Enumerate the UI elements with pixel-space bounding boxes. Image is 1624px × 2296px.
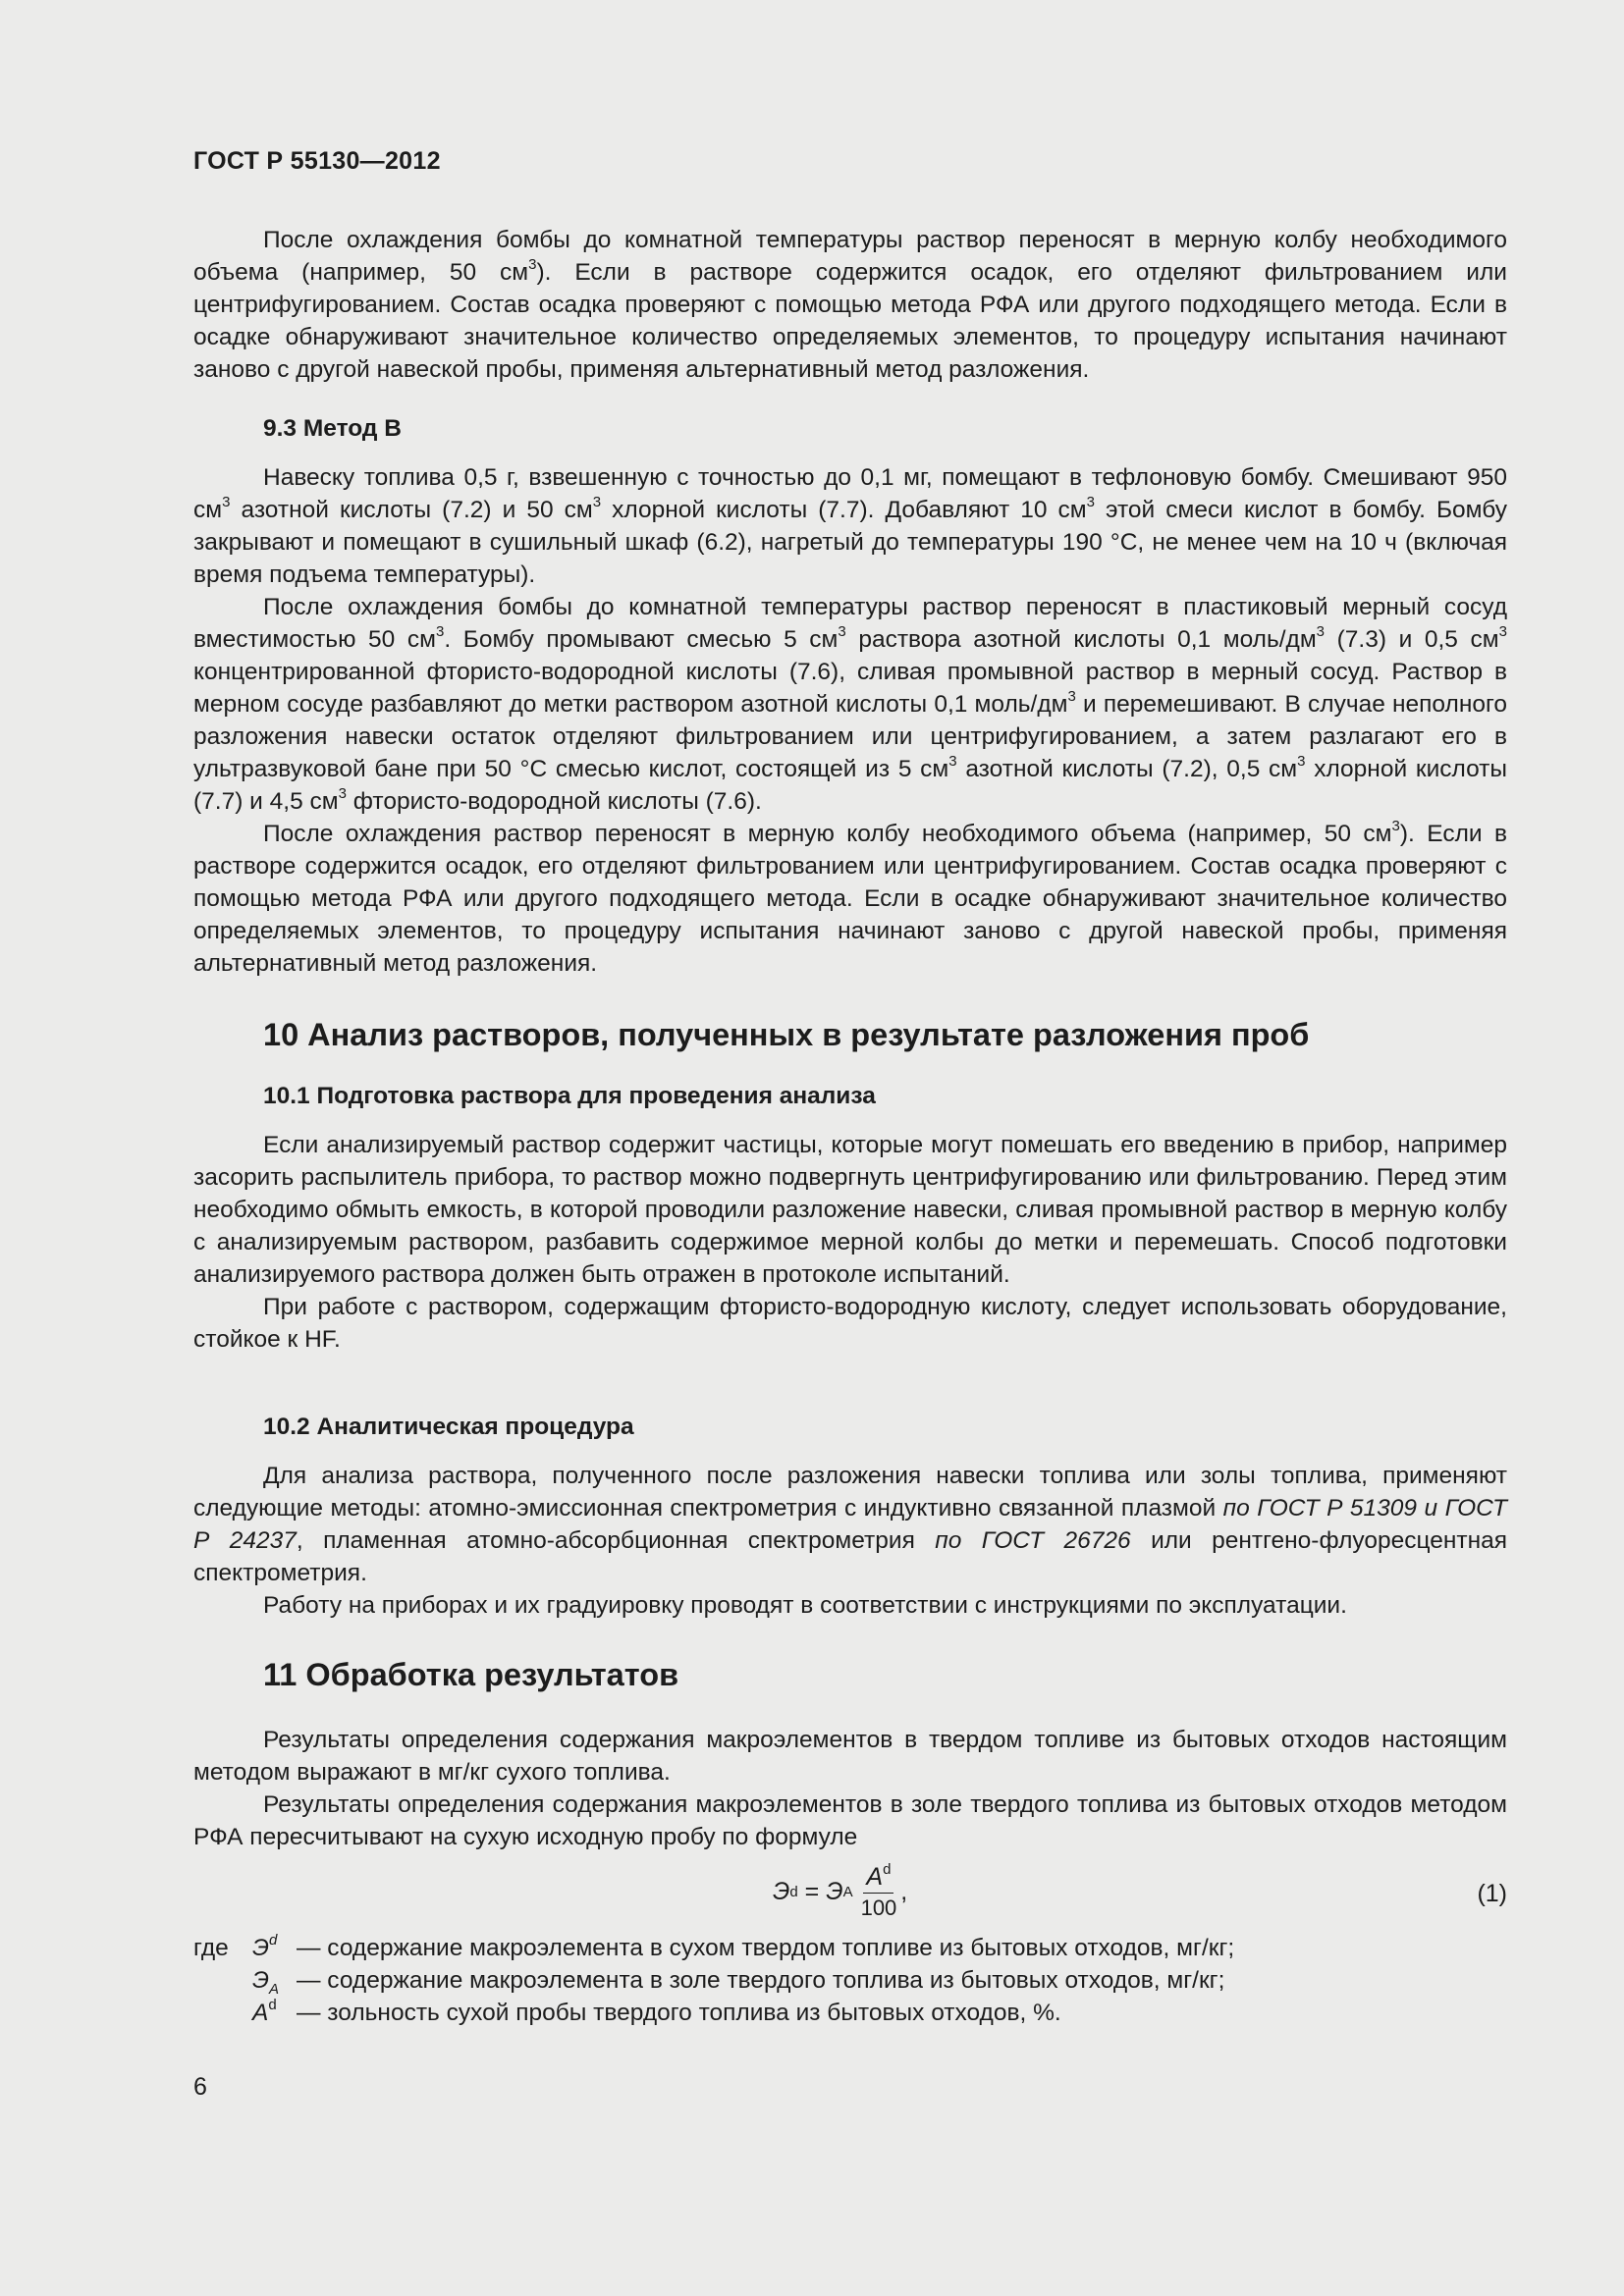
paragraph: После охлаждения бомбы до комнатной температуры раствор переносят в пластиковый мерный сосуд вместимостью 50 $см^3$. Бомбу промывают смесью 5 $см^3$ раствора азотной кислоты 0,1 моль/$дм^3$ (7.3) и 0,5 $см^3$ концентрированной фтористо-водородной кислоты (7.6), сливая промывной раствор в мерный сосуд. Раствор в мерном сосуде разбавляют до метки раствором азотной кислоты 0,1 моль/$дм^3$ и перемешивают. В случае неполного разложения навески остаток отделяют фильтрованием или центрифугированием, а затем разлагают его в ультразвуковой бане при 50 °С смесью кислот, состоящей из 5 $см^3$ азотной кислоты (7.2), 0,5 $см^3$ хлорной кислоты (7.7) и 4,5 $см^3$ фтористо-водородной кислоты (7.6). xyxy=(193,594,1507,815)
paragraph: Результаты определения содержания макроэлементов в золе твердого топлива из бытовых отходов методом РФА пересчитывают на сухую исходную пробу по формуле xyxy=(193,1791,1507,1850)
section-10-1 xyxy=(193,1080,1507,1112)
formula-fraction: $\frac{A^d}{100}$ xyxy=(860,1861,897,1920)
paragraph: После охлаждения раствор переносят в мерную колбу необходимого объема (например, 50 $см^3$). Если в растворе содержится осадок, его отделяют фильтрованием или центрифугированием. Состав осадка проверяют с помощью метода РФА или другого подходящего метода. Если в осадке обнаруживают значительное количество определяемых элементов, то процедуру испытания начинают заново с другой навеской пробы, применяя альтернативный метод разложения. xyxy=(193,818,1507,977)
section-10-2 xyxy=(193,1411,1507,1443)
content-10-2 xyxy=(193,1460,1507,1622)
section-11 xyxy=(193,1659,1507,1691)
formula-rhs: Э xyxy=(826,1878,843,1905)
section-heading: 10.2 Аналитическая процедура xyxy=(263,1414,634,1440)
formula-lhs: Э xyxy=(773,1878,790,1905)
formula-eq: = xyxy=(797,1878,827,1905)
content-10-1 xyxy=(193,1129,1507,1356)
where-row: где $Э^d$ — содержание макроэлемента в сухом твердом топливе из бытовых отходов, мг/кг; xyxy=(193,1932,1235,1961)
document-header: ГОСТ Р 55130—2012 xyxy=(193,147,441,175)
paragraph: Если анализируемый раствор содержит частицы, которые могут помешать его введению в прибор, например засорить распылитель прибора, то раствор можно подвергнуть центрифугированию или фильтрованию. Перед этим необходимо обмыть емкость, в которой проводили разложение навески, сливая промывной раствор в мерную колбу с анализируемым раствором, разбавить содержимое мерной колбы до метки и перемешать. Способ подготовки анализируемого раствора должен быть отражен в протоколе испытаний. xyxy=(193,1132,1507,1288)
formula-row xyxy=(193,1853,1507,1932)
formula: Э d = Э A $\frac{A^d}{100}$ , xyxy=(773,1861,908,1920)
where-block xyxy=(193,1932,1507,2029)
equation-number: (1) xyxy=(1477,1880,1507,1907)
content-11 xyxy=(193,1724,1507,2029)
where-row: $Э_A$ — содержание макроэлемента в золе твердого топлива из бытовых отходов, мг/кг; xyxy=(252,1967,1225,1998)
section-heading: 9.3 Метод В xyxy=(263,415,402,442)
paragraph: Работу на приборах и их градуировку проводят в соответствии с инструкциями по эксплуатации. xyxy=(263,1592,1347,1619)
paragraph: Результаты определения содержания макроэлементов в твердом топливе из бытовых отходов настоящим методом выражают в мг/кг сухого топлива. xyxy=(193,1727,1507,1786)
section-heading: 10.1 Подготовка раствора для проведения анализа xyxy=(263,1083,876,1109)
content-9-3 xyxy=(193,461,1507,980)
where-row: $A^d$ — зольность сухой пробы твердого топлива из бытовых отходов, %. xyxy=(252,1997,1061,2026)
section-10 xyxy=(193,1019,1507,1051)
content-top xyxy=(193,224,1507,386)
section-heading: 10 Анализ растворов, полученных в результате разложения проб xyxy=(263,1017,1310,1052)
paragraph: Для анализа раствора, полученного после разложения навески топлива или золы топлива, применяют следующие методы: атомно-эмиссионная спектрометрия с индуктивно связанной плазмой по ГОСТ Р 51309 и ГОСТ Р 24237, пламенная атомно-абсорбционная спектрометрия по ГОСТ 26726 или рентгено-флуоресцентная спектрометрия. xyxy=(193,1463,1508,1586)
paragraph: При работе с раствором, содержащим фтористо-водородную кислоту, следует использовать оборудование, стойкое к HF. xyxy=(193,1294,1507,1353)
paragraph: После охлаждения бомбы до комнатной температуры раствор переносят в мерную колбу необходимого объема (например, 50 $см^3$). Если в растворе содержится осадок, его отделяют фильтрованием или центрифугированием. Состав осадка проверяют с помощью метода РФА или другого подходящего метода. Если в осадке обнаруживают значительное количество определяемых элементов, то процедуру испытания начинают заново с другой навеской пробы, применяя альтернативный метод разложения. xyxy=(193,227,1507,383)
section-heading: 11 Обработка результатов xyxy=(263,1657,679,1692)
paragraph: Навеску топлива 0,5 г, взвешенную с точностью до 0,1 мг, помещают в тефлоновую бомбу. Смешивают 950 $см^3$ азотной кислоты (7.2) и 50 $см^3$ хлорной кислоты (7.7). Добавляют 10 $см^3$ этой смеси кислот в бомбу. Бомбу закрывают и помещают в сушильный шкаф (6.2), нагретый до температуры 190 °С, не менее чем на 10 ч (включая время подъема температуры). xyxy=(193,464,1507,588)
section-9-3 xyxy=(193,412,1507,445)
page-number: 6 xyxy=(193,2073,207,2101)
